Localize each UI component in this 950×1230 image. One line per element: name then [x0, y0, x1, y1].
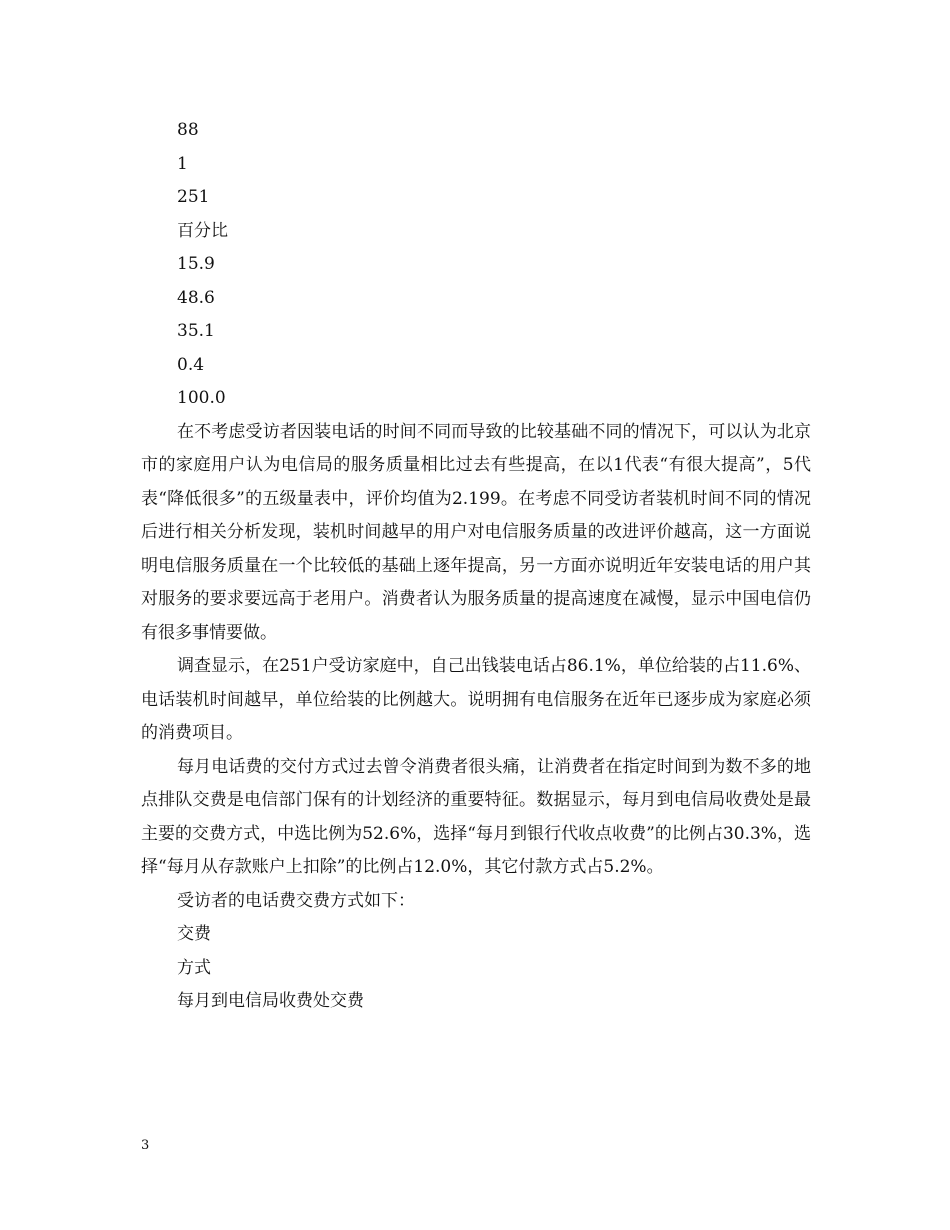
- trailing-line: 交费: [177, 924, 211, 944]
- page-number: 3: [141, 1138, 150, 1153]
- value-line: 1: [177, 153, 188, 174]
- value-line: 15.9: [177, 254, 215, 274]
- body-paragraph: 在不考虑受访者因装电话的时间不同而导致的比较基础不同的情况下，可以认为北京市的家庭用户认为电信局的服务质量相比过去有些提高，在以1代表“有很大提高”，5代表“降低很多”的五级量表中，评价均值为2.199。在考虑不同受访者装机时间不同的情况后进行相关分析发现，装机时间越早的用户对电信服务质量的改进评价越高，这一方面说明电信服务质量在一个比较低的基础上逐年提高，另一方面亦说明近年安装电话的用户其对服务的要求要远高于老用户。消费者认为服务质量的提高速度在减慢，显示中国电信仍有很多事情要做。: [141, 421, 811, 643]
- value-line: 48.6: [177, 287, 215, 308]
- value-line: 88: [177, 120, 199, 140]
- value-line: 100.0: [177, 388, 226, 408]
- trailing-line: 每月到电信局收费处交费: [177, 991, 364, 1011]
- value-line: 35.1: [177, 321, 215, 341]
- value-line: 0.4: [177, 354, 205, 375]
- value-line: 百分比: [177, 220, 228, 241]
- trailing-line: 方式: [177, 957, 211, 978]
- trailing-line: 受访者的电话费交费方式如下：: [177, 890, 415, 911]
- body-paragraph: 每月电话费的交付方式过去曾令消费者很头痛，让消费者在指定时间到为数不多的地点排队交费是电信部门保有的计划经济的重要特征。数据显示，每月到电信局收费处是最主要的交费方式，中选比例为52.6%，选择“每月到银行代收点收费”的比例占30.3%，选择“每月从存款账户上扣除”的比例占12.0%，其它付款方式占5.2%。: [141, 756, 811, 877]
- value-line: 251: [177, 187, 210, 207]
- page-content: [141, 114, 811, 1019]
- body-paragraph: 调查显示，在251户受访家庭中，自己出钱装电话占86.1%，单位给装的占11.6%、电话装机时间越早，单位给装的比例越大。说明拥有电信服务在近年已逐步成为家庭必须的消费项目。: [141, 656, 811, 743]
